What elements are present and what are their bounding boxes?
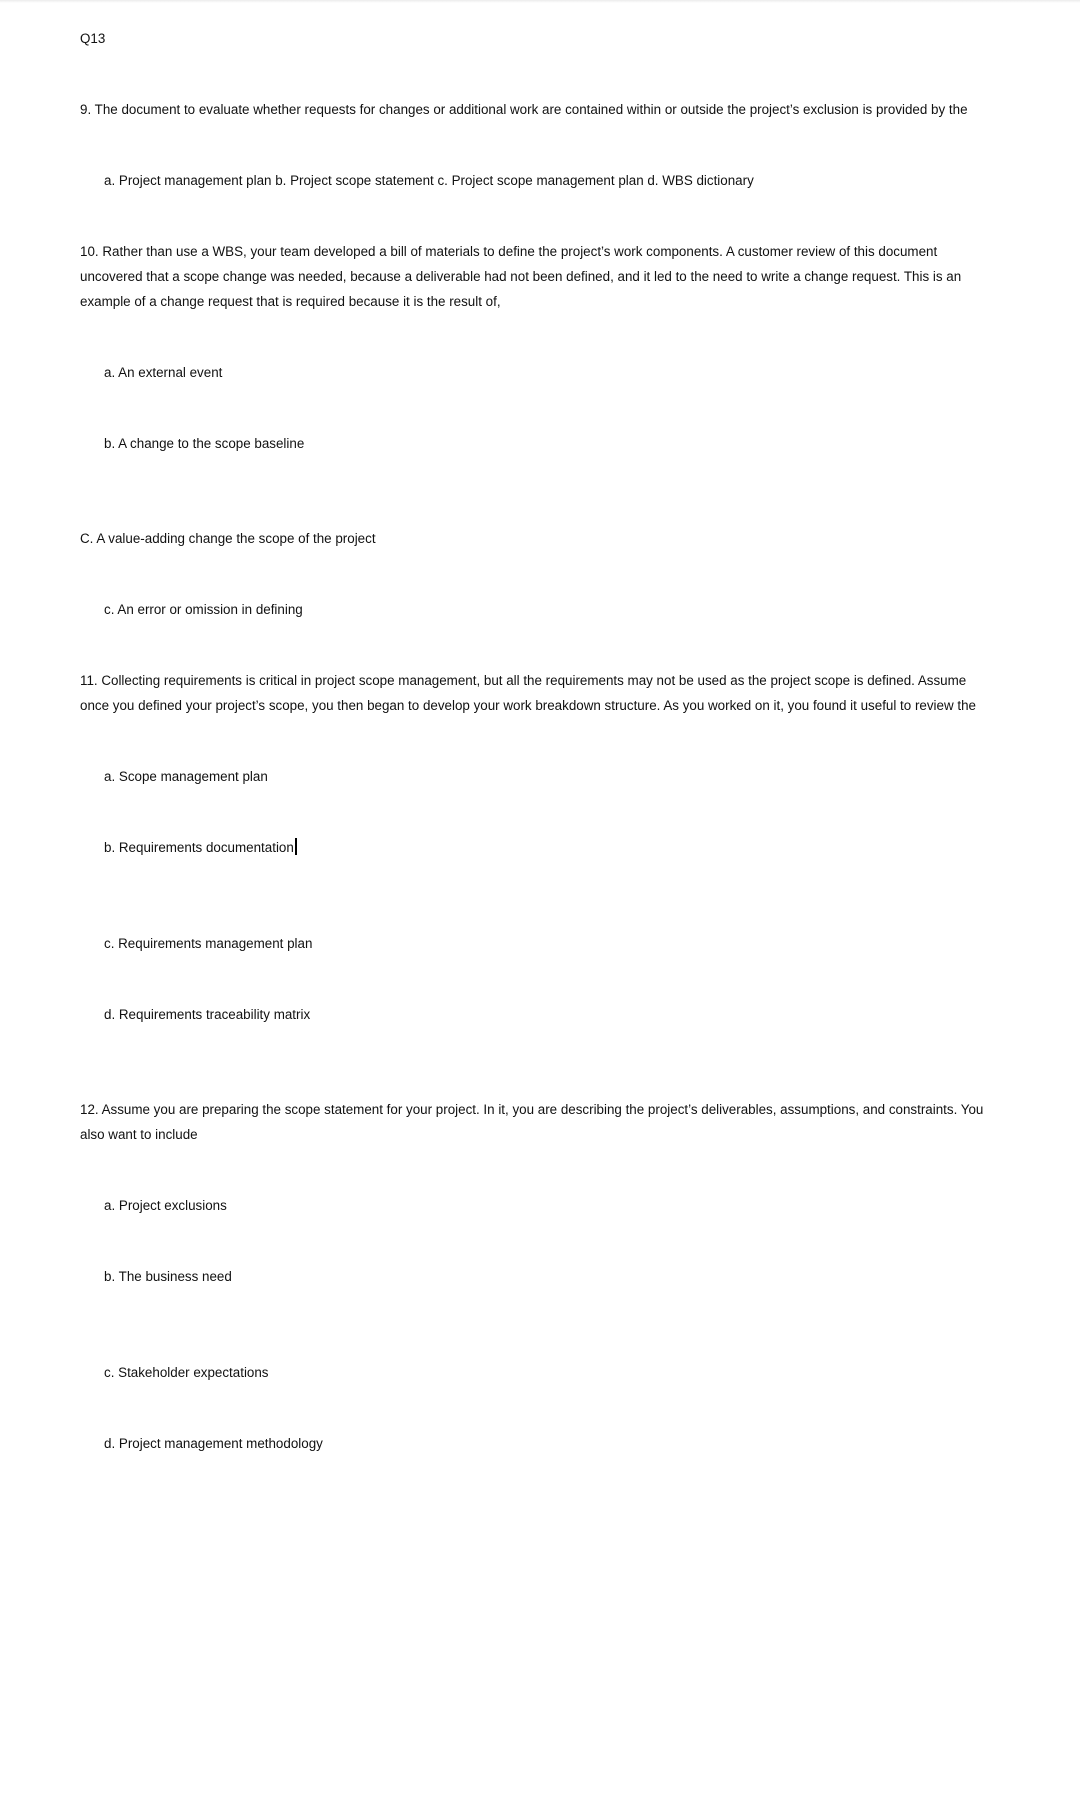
question-10-option-C: C. A value-adding change the scope of the project	[80, 531, 376, 546]
question-12-option-a: a. Project exclusions	[104, 1198, 227, 1213]
question-10-line-3: example of a change request that is required because it is the result of,	[80, 294, 501, 309]
question-10-option-a: a. An external event	[104, 365, 223, 380]
question-11-option-d: d. Requirements traceability matrix	[104, 1007, 311, 1022]
question-12-line-1: 12. Assume you are preparing the scope statement for your project. In it, you are describing the project’s deliverables, assumptions, and constraints. You	[80, 1102, 984, 1117]
question-12-option-c: c. Stakeholder expectations	[104, 1365, 269, 1380]
question-11-option-b-line[interactable]	[104, 835, 297, 860]
question-10-option-b: b. A change to the scope baseline	[104, 436, 305, 451]
question-9-text: 9. The document to evaluate whether requests for changes or additional work are contained within or outside the project’s exclusion is provided by the	[80, 102, 968, 117]
question-10-line-1: 10. Rather than use a WBS, your team developed a bill of materials to define the project’s work components. A customer review of this document	[80, 244, 938, 259]
question-11-line-2: once you defined your project’s scope, you then began to develop your work breakdown structure. As you worked on it, you found it useful to review the	[80, 698, 976, 713]
text-cursor	[295, 838, 297, 855]
question-12-option-d: d. Project management methodology	[104, 1436, 323, 1451]
question-10-option-c: c. An error or omission in defining	[104, 602, 303, 617]
question-10-line-2: uncovered that a scope change was needed, because a deliverable had not been defined, and it led to the need to write a change request. This is an	[80, 269, 962, 284]
question-11-option-c: c. Requirements management plan	[104, 936, 313, 951]
question-11-option-a: a. Scope management plan	[104, 769, 268, 784]
document-header: Q13	[80, 31, 106, 46]
question-11-line-1: 11. Collecting requirements is critical in project scope management, but all the requirements may not be used as the project scope is defined. Assume	[80, 673, 967, 688]
question-11-option-b: b. Requirements documentation	[104, 840, 294, 855]
question-9-options: a. Project management plan b. Project scope statement c. Project scope management plan d. WBS dictionary	[104, 173, 754, 188]
question-12-option-b: b. The business need	[104, 1269, 232, 1284]
question-12-line-2: also want to include	[80, 1127, 198, 1142]
